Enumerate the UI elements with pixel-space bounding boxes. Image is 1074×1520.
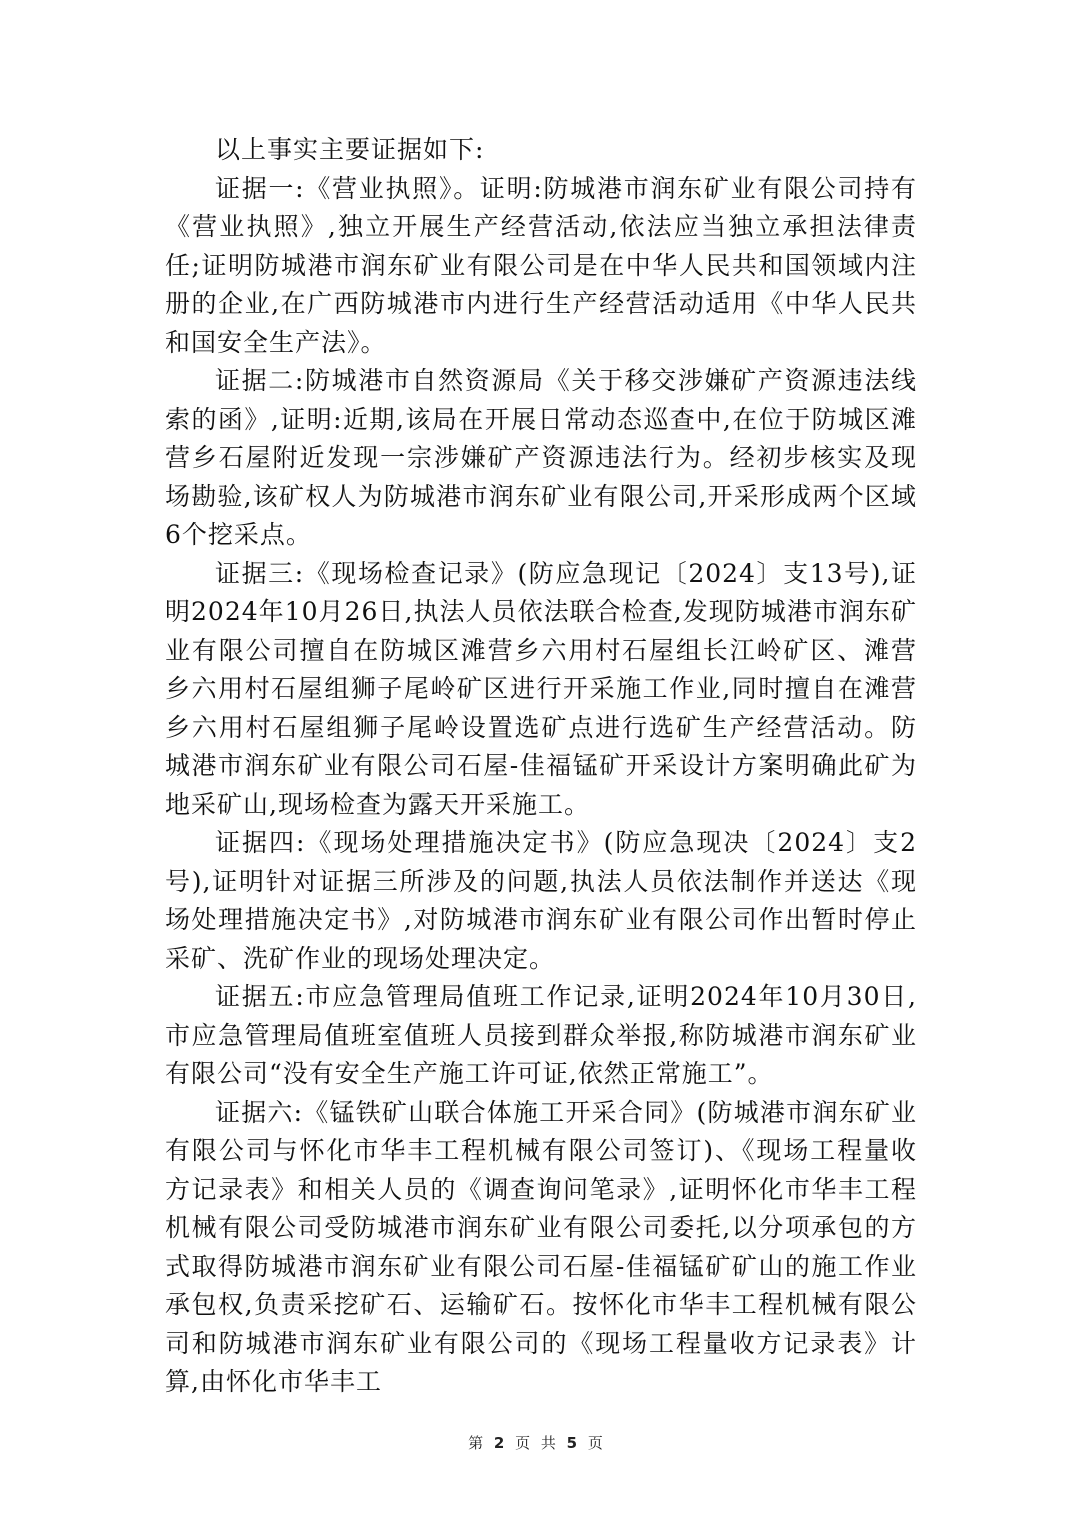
footer-total-pages: 5 xyxy=(566,1434,581,1452)
footer-prefix: 第 xyxy=(468,1434,487,1452)
page-footer xyxy=(0,1432,1074,1453)
footer-middle: 页 共 xyxy=(515,1434,559,1452)
paragraph-evidence-3: 证据三:《现场检查记录》(防应急现记〔2024〕支13号),证明2024年10月26日,执法人员依法联合检查,发现防城港市润东矿业有限公司擅自在防城区滩营乡六用村石屋组长江岭矿区、滩营乡六用村石屋组狮子尾岭矿区进行开采施工作业,同时擅自在滩营乡六用村石屋组狮子尾岭设置选矿点进行选矿生产经营活动。防城港市润东矿业有限公司石屋-佳福锰矿开采设计方案明确此矿为地采矿山,现场检查为露天开采施工。 xyxy=(165,558,917,819)
footer-suffix: 页 xyxy=(587,1434,606,1452)
paragraph-intro: 以上事实主要证据如下: xyxy=(215,135,485,164)
document-body xyxy=(165,131,917,1402)
paragraph-evidence-2: 证据二:防城港市自然资源局《关于移交涉嫌矿产资源违法线索的函》,证明:近期,该局在开展日常动态巡查中,在位于防城区滩营乡石屋附近发现一宗涉嫌矿产资源违法行为。经初步核实及现场勘验,该矿权人为防城港市润东矿业有限公司,开采形成两个区域6个挖采点。 xyxy=(165,366,918,549)
paragraph-evidence-4: 证据四:《现场处理措施决定书》(防应急现决〔2024〕支2号),证明针对证据三所涉及的问题,执法人员依法制作并送达《现场处理措施决定书》,对防城港市润东矿业有限公司作出暂时停止采矿、洗矿作业的现场处理决定。 xyxy=(165,828,917,973)
paragraph-evidence-6: 证据六:《锰铁矿山联合体施工开采合同》(防城港市润东矿业有限公司与怀化市华丰工程机械有限公司签订)、《现场工程量收方记录表》和相关人员的《调查询问笔录》,证明怀化市华丰工程机械有限公司受防城港市润东矿业有限公司委托,以分项承包的方式取得防城港市润东矿业有限公司石屋-佳福锰矿矿山的施工作业承包权,负责采挖矿石、运输矿石。按怀化市华丰工程机械有限公司和防城港市润东矿业有限公司的《现场工程量收方记录表》计算,由怀化市华丰工 xyxy=(165,1097,917,1396)
paragraph-evidence-1: 证据一:《营业执照》。证明:防城港市润东矿业有限公司持有《营业执照》,独立开展生产经营活动,依法应当独立承担法律责任;证明防城港市润东矿业有限公司是在中华人民共和国领域内注册的企业,在广西防城港市内进行生产经营活动适用《中华人民共和国安全生产法》。 xyxy=(165,173,917,357)
paragraph-evidence-5: 证据五:市应急管理局值班工作记录,证明2024年10月30日,市应急管理局值班室值班人员接到群众举报,称防城港市润东矿业有限公司“没有安全生产施工许可证,依然正常施工”。 xyxy=(165,982,917,1088)
footer-page-number: 2 xyxy=(493,1434,508,1452)
